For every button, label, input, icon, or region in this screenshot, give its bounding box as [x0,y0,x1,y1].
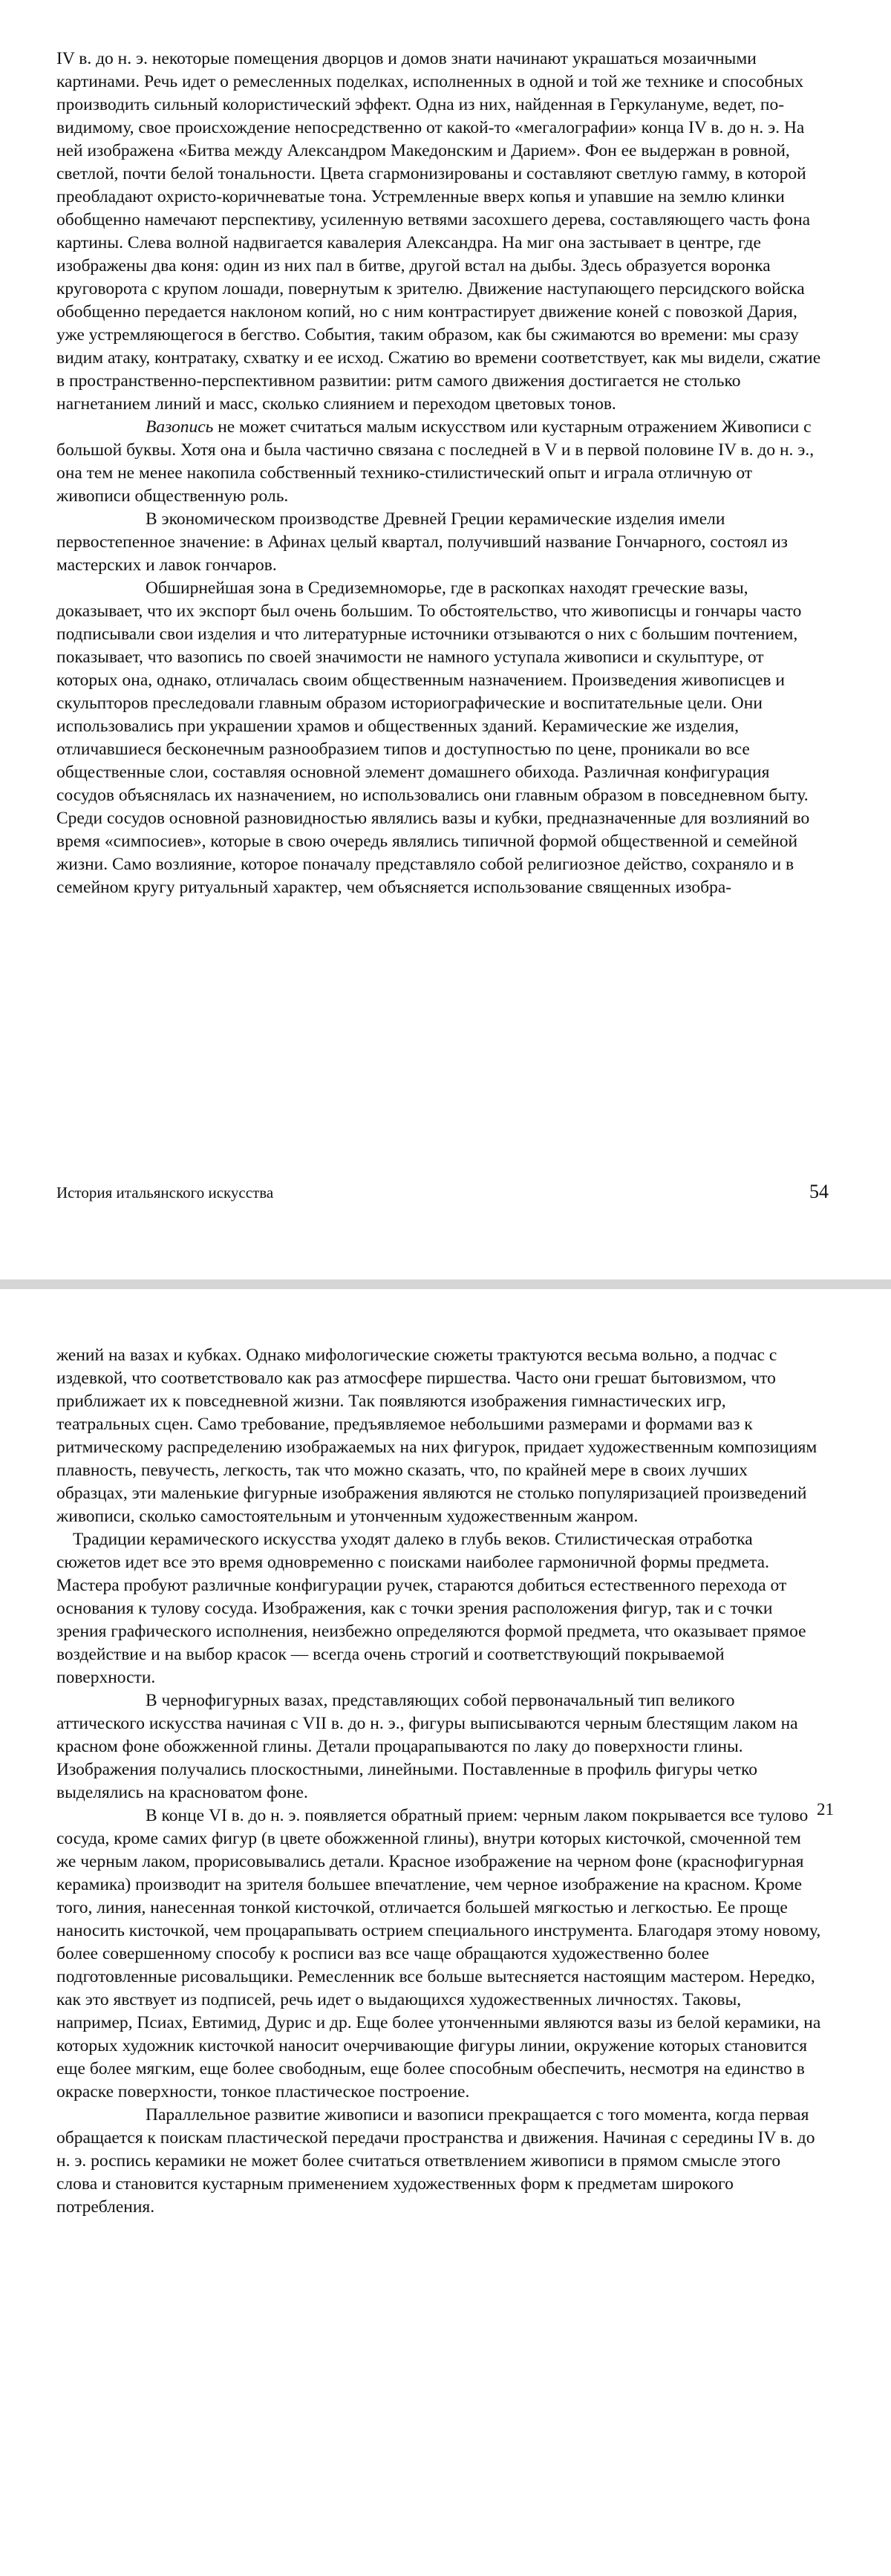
paragraph-vase-painting-text: не может считаться малым искусством или кустарным отражением Живописи с большой буквы. Хотя она и была частично связана с последней в V и в первой половине IV в. до н. э., она тем не менее накопила собственный технико-стилистический опыт и играла отличную от живописи общественную роль. [56,417,815,506]
paragraph-mosaics: IV в. до н. э. некоторые помещения дворцов и домов знати начинают украшаться мозаичными картинами. Речь идет о ремесленных поделках, исполненных в одной и той же технике и способных производить сильный колористический эффект. Одна из них, найденная в Геркулануме, ведет, по-видимому, свое происхождение непосредственно от какой-то «мегалографии» конца IV в. до н. э. На ней изображена «Битва между Александром Македонским и Дарием». Фон ее выдержан в ровной, светлой, почти белой тональности. Цвета сгармонизированы и составляют светлую гамму, в которой преобладают охристо-коричневатые тона. Устремленные вверх копья и упавшие на землю клинки обобщенно намечают перспективу, усиленную ветвями засохшего дерева, составляющего часть фона картины. Слева волной надвигается кавалерия Александра. На миг она застывает в центре, где изображены два коня: один из них пал в битве, другой встал на дыбы. Здесь образуется воронка круговорота с крупом лошади, повернутым к зрителю. Движение наступающего персидского войска обобщенно передается наклоном копий, но с ним контрастирует движение коней с повозкой Дария, уже устремляющегося в бегство. События, таким образом, как бы сжимаются во времени: мы сразу видим атаку, контратаку, схватку и ее исход. Сжатию во времени соответствует, как мы видели, сжатие в пространственно-перспективном развитии: ритм самого движения достигается не столько нагнетанием линий и масс, сколько слиянием и переходом цветовых тонов. [56,49,821,414]
page-number: 54 [809,1181,829,1202]
text-column [56,48,821,899]
page-55 [0,1289,891,2576]
margin-illustration-number: 21 [817,1800,834,1819]
paragraph-ceramic-traditions: Традиции керамического искусства уходят далеко в глубь веков. Стилистическая отработка сюжетов идет все это время одновременно с поисками наиболее гармоничной формы предмета. Мастера пробуют различные конфигурации ручек, стараются добиться естественного перехода от основания к тулову сосуда. Изображения, как с точки зрения расположения фигур, так и с точки зрения графического исполнения, неизбежно определяются формой предмета, что оказывает прямое воздействие и на выбор красок — всегда очень строгий и соответствующий покрываемой поверхности. [56,1530,806,1687]
paragraph-mythological-scenes: жений на вазах и кубках. Однако мифологические сюжеты трактуются весьма вольно, а подчас с издевкой, что соответствовало как раз атмосфере пиршества. Часто они грешат бытовизмом, что приближает их к повседневной жизни. Так появляются изображения гимнастических игр, театральных сцен. Само требование, предъявляемое небольшими размерами и формами ваз к ритмическому распределению изображаемых на них фигурок, придает художественным композициям плавность, певучесть, легкость, так что можно сказать, что, по крайней мере в своих лучших образцах, эти маленькие фигурные изображения являются не столько популяризацией произведений живописи, сколько самостоятельным и утонченным художественным жанром. [56,1346,817,1526]
italic-lead-term: Вазопись [146,417,214,437]
paragraph-ceramics-economy: В экономическом производстве Древней Греции керамические изделия имели первостепенное значение: в Афинах целый квартал, получивший название Гончарного, состоял из мастерских и лавок гончаров. [56,509,788,575]
paragraph-black-figure: В чернофигурных вазах, представляющих собой первоначальный тип великого аттического искусства начиная с VII в. до н. э., фигуры выписываются черным блестящим лаком на красном фоне обожженной глины. Детали процарапываются по лаку до поверхности глины. Изображения получались плоскостными, линейными. Поставленные в профиль фигуры четко выделялись на красноватом фоне. [56,1691,798,1802]
running-footer-title: История итальянского искусства [56,1184,274,1201]
text-column [56,1344,821,2219]
page-54 [0,0,891,1279]
page-separator [0,1279,891,1289]
paragraph-parallel-development: Параллельное развитие живописи и вазописи прекращается с того момента, когда первая обращается к поискам пластической передачи пространства и движения. Начиная с середины IV в. до н. э. роспись керамики не может более считаться ответвлением живописи в прямом смысле этого слова и становится кустарным применением художественных форм к предметам широкого потребления. [56,2105,815,2217]
paragraph-red-figure: В конце VI в. до н. э. появляется обратный прием: черным лаком покрывается все тулово сосуда, кроме самих фигур (в цвете обожженной глины), внутри которых кисточкой, смоченной тем же черным лаком, прорисовывались детали. Красное изображение на черном фоне (краснофигурная керамика) производит на зрителя большее впечатление, чем черное изображение на красном. Кроме того, линия, нанесенная тонкой кисточкой, отличается большей мягкостью и легкостью. Ее проще наносить кисточкой, чем процарапывать острием специального инструмента. Благодаря этому новому, более совершенному способу к росписи ваз все чаще обращаются художественно более подготовленные рисовальщики. Ремесленник все больше вытесняется настоящим мастером. Нередко, как это явствует из подписей, речь идет о выдающихся художественных личностях. Таковы, например, Псиах, Евтимид, Дурис и др. Еще более утонченными являются вазы из белой керамики, на которых художник кисточкой наносит очерчивающие фигуры линии, окружение которых становится еще более мягким, еще более свободным, еще более способным обеспечить, несмотря на единство в окраске поверхности, тонкое пластическое построение. [56,1806,821,2101]
paragraph-mediterranean-export: Обширнейшая зона в Средиземноморье, где в раскопках находят греческие вазы, доказывает, что их экспорт был очень большим. То обстоятельство, что живописцы и гончары часто подписывали свои изделия и что литературные источники отзываются о них с большим почтением, показывает, что вазопись по своей значимости не намного уступала живописи и скульптуре, от которых она, однако, отличалась своим общественным назначением. Произведения живописцев и скульпторов преследовали главным образом историографические и воспитательные цели. Они использовались при украшении храмов и общественных зданий. Керамические же изделия, отличавшиеся бесконечным разнообразием типов и доступностью по цене, проникали во все общественные слои, составляя основной элемент домашнего обихода. Различная конфигурация сосудов объяснялась их назначением, но использовались они главным образом в повседневном быту. Среди сосудов основной разновидностью являлись вазы и кубки, предназначенные для возлияний во время «симпосиев», которые в свою очередь являлись типичной формой общественной и семейной жизни. Само возлияние, которое поначалу представляло собой религиозное действо, сохраняло и в семейном кругу ритуальный характер, чем объясняется использование священных изобра- [56,578,810,897]
paragraph-vase-painting [56,416,821,508]
